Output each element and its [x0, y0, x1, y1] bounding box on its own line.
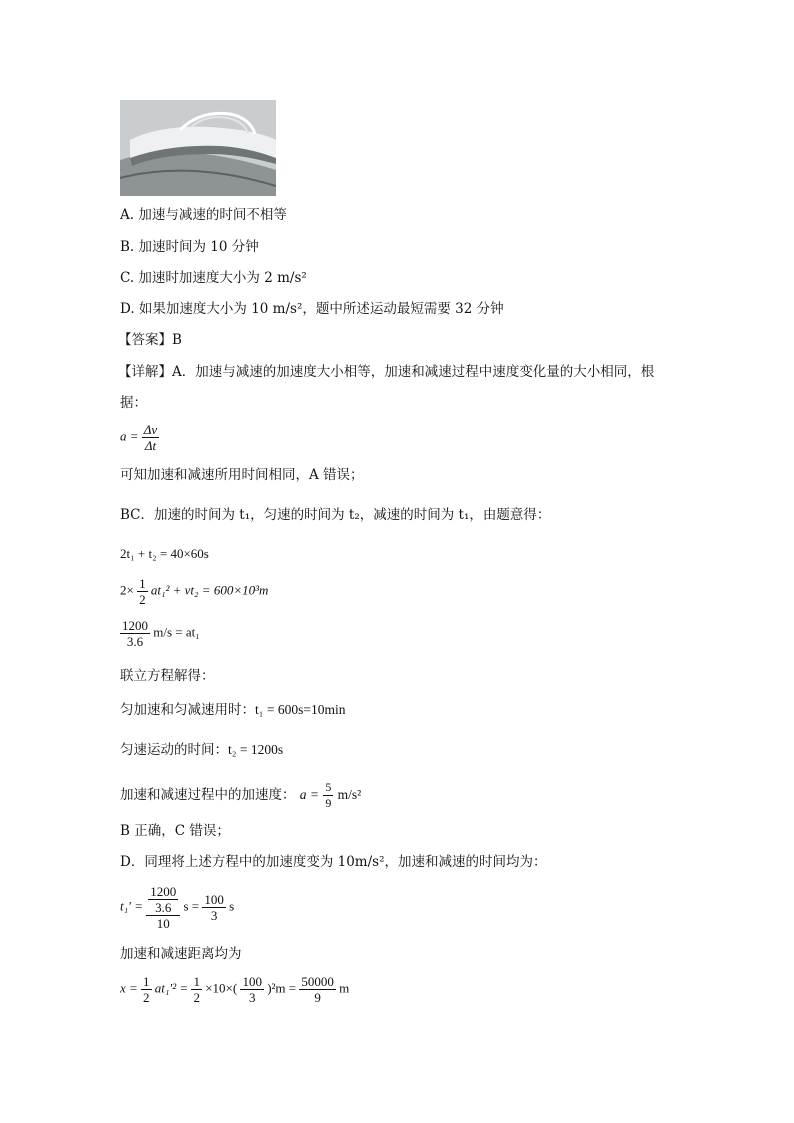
result-3-den: 9 — [325, 796, 332, 810]
formula-d-top — [146, 884, 180, 916]
equation-3-num: 1200 — [122, 618, 148, 633]
formula-d-res-num: 100 — [204, 892, 224, 907]
option-b: B. 加速时间为 10 分钟 — [120, 239, 259, 255]
formula-x-lhs: x = — [120, 980, 138, 996]
formula-a-den: Δt — [144, 438, 157, 453]
equation-2-pre: 2× — [120, 582, 134, 598]
formula-x-h2-num: 1 — [193, 974, 200, 989]
result-3 — [120, 780, 361, 811]
formula-x-r-num: 50000 — [301, 974, 334, 989]
formula-x-r-den: 9 — [314, 990, 321, 1005]
equation-3-fraction — [120, 618, 150, 649]
formula-x-mid2: ×10×( — [205, 980, 238, 996]
option-a: A. 加速与减速的时间不相等 — [120, 207, 287, 223]
d-distance-label: 加速和减速距离均为 — [120, 946, 242, 962]
result-3-unit: m/s² — [337, 787, 362, 802]
formula-d-lhs: t₁′ = — [120, 898, 143, 914]
formula-d-res-den: 3 — [210, 908, 218, 923]
result-1-label: 匀加速和匀减速用时： — [120, 702, 255, 718]
result-1 — [120, 700, 345, 720]
formula-x-mid1: at₁′² = — [154, 980, 189, 996]
solve-line: 联立方程解得： — [120, 668, 215, 684]
formula-d-result-fraction — [202, 892, 226, 923]
equation-2 — [120, 576, 268, 607]
equation-2-post: at₁² + vt₂ = 600×10³m — [150, 582, 269, 598]
equation-1: 2t₁ + t₂ = 40×60s — [120, 546, 209, 561]
formula-x-h2-den: 2 — [193, 990, 200, 1005]
maglev-photo — [120, 100, 276, 196]
result-2 — [120, 740, 283, 760]
d-intro: D．同理将上述方程中的加速度变为 10m/s²，加速和减速的时间均为： — [120, 854, 547, 870]
equation-2-half-den: 2 — [139, 592, 146, 607]
formula-a-fraction — [142, 422, 159, 453]
formula-d-top-den: 3.6 — [155, 900, 172, 915]
answer-line: 【答案】B — [118, 332, 182, 348]
option-d: D. 如果加速度大小为 10 m/s²，题中所述运动最短需要 32 分钟 — [120, 301, 504, 317]
formula-x-half-1 — [141, 974, 152, 1005]
conclusion-a: 可知加速和减速所用时间相同，A 错误； — [120, 467, 364, 483]
formula-a-num: Δv — [143, 422, 158, 437]
result-3-fraction — [323, 780, 333, 811]
formula-a-delta — [120, 422, 159, 453]
formula-x-mid3: )²m = — [267, 980, 297, 996]
result-3-label: 加速和减速过程中的加速度： — [120, 787, 296, 803]
formula-d-top-fraction — [148, 884, 178, 915]
formula-d-mid: s = — [183, 898, 200, 914]
bc-intro: BC．加速的时间为 t₁，匀速的时间为 t₂，减速的时间为 t₁，由题意得： — [120, 507, 551, 523]
result-2-label: 匀速运动的时间： — [120, 742, 228, 758]
result-3-num: 5 — [325, 780, 332, 794]
equation-2-half — [137, 576, 148, 607]
equation-3-post: m/s = at₁ — [153, 624, 200, 640]
equation-3 — [120, 618, 200, 649]
option-c: C. 加速时加速度大小为 2 m/s² — [120, 270, 307, 286]
formula-x-h1-num: 1 — [143, 974, 150, 989]
formula-d-compound-fraction — [146, 884, 180, 931]
formula-x — [120, 974, 349, 1005]
maglev-tube-illustration — [120, 100, 276, 196]
formula-x-h1-den: 2 — [143, 990, 150, 1005]
formula-x-unit: m — [339, 980, 350, 996]
formula-d-top-num: 1200 — [150, 884, 177, 899]
formula-x-half-2 — [191, 974, 202, 1005]
result-2-value: t₂ = 1200s — [228, 742, 284, 757]
equation-3-den: 3.6 — [126, 634, 144, 649]
formula-d-unit: s — [229, 898, 235, 914]
conclusion-bc: B 正确，C 错误； — [120, 823, 230, 839]
formula-d-den: 10 — [156, 916, 170, 931]
formula-x-p-num: 100 — [242, 974, 262, 989]
formula-a-lhs: a = — [120, 428, 139, 444]
formula-x-result-fraction — [299, 974, 336, 1005]
detail-intro: 【详解】A．加速与减速的加速度大小相等，加速和减速过程中速度变化量的大小相同，根 — [118, 364, 655, 380]
formula-d-time — [120, 884, 234, 931]
equation-2-half-num: 1 — [139, 576, 146, 591]
result-3-lhs: a = — [299, 787, 320, 802]
detail-intro-cont: 据： — [120, 395, 147, 411]
result-1-value: t₁ = 600s=10min — [255, 702, 346, 717]
formula-x-p-den: 3 — [248, 990, 256, 1005]
formula-x-paren-fraction — [240, 974, 264, 1005]
